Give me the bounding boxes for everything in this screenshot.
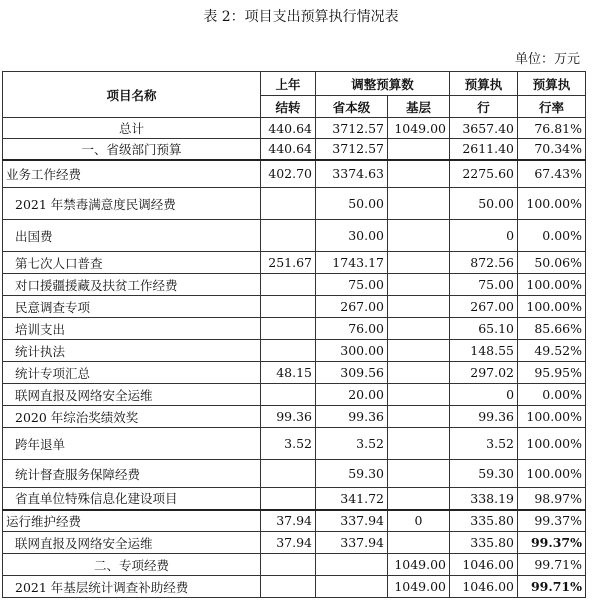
row-provincial: 99.36	[316, 406, 388, 428]
row-base	[388, 362, 450, 384]
row-rate: 100.00%	[518, 188, 586, 220]
row-provincial	[316, 554, 388, 576]
row-prev: 440.64	[261, 139, 316, 160]
row-exec: 2611.40	[450, 139, 518, 160]
row-base	[388, 318, 450, 340]
row-exec: 3.52	[450, 428, 518, 460]
row-base	[388, 139, 450, 160]
table-row	[3, 406, 586, 428]
row-name: 2021 年基层统计调查补助经费	[3, 576, 261, 598]
row-rate: 98.97%	[518, 488, 586, 510]
row-base	[388, 406, 450, 428]
table-row	[3, 362, 586, 384]
row-base	[388, 252, 450, 274]
row-rate: 67.43%	[518, 160, 586, 188]
row-name: 总计	[3, 118, 261, 139]
row-provincial	[316, 576, 388, 598]
row-exec: 267.00	[450, 296, 518, 318]
row-base	[388, 340, 450, 362]
row-provincial: 59.30	[316, 460, 388, 488]
row-provincial: 341.72	[316, 488, 388, 510]
header-rate-a: 预算执	[518, 72, 586, 96]
row-provincial: 309.56	[316, 362, 388, 384]
row-provincial: 3712.57	[316, 139, 388, 160]
row-provincial: 337.94	[316, 510, 388, 532]
table-row	[3, 340, 586, 362]
row-base	[388, 160, 450, 188]
header-base: 基层	[388, 96, 450, 118]
table-row	[3, 188, 586, 220]
row-provincial: 30.00	[316, 220, 388, 252]
table-row	[3, 296, 586, 318]
row-name: 统计专项汇总	[3, 362, 261, 384]
row-exec: 3657.40	[450, 118, 518, 139]
row-base	[388, 488, 450, 510]
table-row	[3, 252, 586, 274]
table-row	[3, 554, 586, 576]
row-name: 2020 年综治奖绩效奖	[3, 406, 261, 428]
row-prev	[261, 188, 316, 220]
row-base	[388, 274, 450, 296]
header-adjusted: 调整预算数	[316, 72, 450, 96]
row-name: 运行维护经费	[3, 510, 261, 532]
row-prev: 37.94	[261, 510, 316, 532]
row-rate: 100.00%	[518, 296, 586, 318]
row-prev	[261, 340, 316, 362]
row-exec: 1046.00	[450, 554, 518, 576]
row-base	[388, 384, 450, 406]
row-rate: 99.37%	[518, 510, 586, 532]
row-exec: 297.02	[450, 362, 518, 384]
row-exec: 338.19	[450, 488, 518, 510]
row-exec: 75.00	[450, 274, 518, 296]
row-exec: 0	[450, 220, 518, 252]
row-provincial: 75.00	[316, 274, 388, 296]
row-rate: 99.71%	[518, 554, 586, 576]
row-prev: 3.52	[261, 428, 316, 460]
row-rate: 49.52%	[518, 340, 586, 362]
row-prev	[261, 318, 316, 340]
row-rate: 100.00%	[518, 428, 586, 460]
header-provincial: 省本级	[316, 96, 388, 118]
row-exec: 872.56	[450, 252, 518, 274]
header-rate-b: 行率	[518, 96, 586, 118]
row-prev: 440.64	[261, 118, 316, 139]
row-base: 1049.00	[388, 576, 450, 598]
row-prev: 402.70	[261, 160, 316, 188]
row-name: 跨年退单	[3, 428, 261, 460]
row-prev: 48.15	[261, 362, 316, 384]
row-base: 1049.00	[388, 118, 450, 139]
row-name: 第七次人口普查	[3, 252, 261, 274]
row-provincial: 76.00	[316, 318, 388, 340]
row-exec: 99.36	[450, 406, 518, 428]
row-prev	[261, 554, 316, 576]
header-prev-a: 上年	[261, 72, 316, 96]
row-rate: 76.81%	[518, 118, 586, 139]
budget-table	[2, 71, 586, 598]
row-rate: 100.00%	[518, 406, 586, 428]
row-name: 二、专项经费	[3, 554, 261, 576]
row-prev: 37.94	[261, 532, 316, 554]
row-exec: 335.80	[450, 510, 518, 532]
header-prev-b: 结转	[261, 96, 316, 118]
row-rate: 85.66%	[518, 318, 586, 340]
row-provincial: 337.94	[316, 532, 388, 554]
header-exec-a: 预算执	[450, 72, 518, 96]
row-exec: 0	[450, 384, 518, 406]
row-name: 一、省级部门预算	[3, 139, 261, 160]
row-provincial: 3712.57	[316, 118, 388, 139]
table-row	[3, 428, 586, 460]
row-rate: 0.00%	[518, 220, 586, 252]
row-provincial: 20.00	[316, 384, 388, 406]
table-title: 表 2：项目支出预算执行情况表	[203, 9, 399, 25]
row-name: 统计执法	[3, 340, 261, 362]
table-row	[3, 576, 586, 598]
row-rate: 100.00%	[518, 460, 586, 488]
table-row	[3, 139, 586, 160]
row-base: 1049.00	[388, 554, 450, 576]
row-base	[388, 460, 450, 488]
row-exec: 148.55	[450, 340, 518, 362]
row-prev: 251.67	[261, 252, 316, 274]
row-provincial: 1743.17	[316, 252, 388, 274]
row-base	[388, 532, 450, 554]
row-provincial: 267.00	[316, 296, 388, 318]
table-row	[3, 532, 586, 554]
table-row	[3, 460, 586, 488]
row-exec: 50.00	[450, 188, 518, 220]
row-rate: 99.37%	[518, 532, 586, 554]
row-base: 0	[388, 510, 450, 532]
row-prev	[261, 296, 316, 318]
row-exec: 2275.60	[450, 160, 518, 188]
row-name: 联网直报及网络安全运维	[3, 532, 261, 554]
table-row	[3, 384, 586, 406]
row-base	[388, 428, 450, 460]
row-rate: 0.00%	[518, 384, 586, 406]
row-name: 省直单位特殊信息化建设项目	[3, 488, 261, 510]
row-base	[388, 188, 450, 220]
table-row	[3, 510, 586, 532]
row-exec: 335.80	[450, 532, 518, 554]
row-name: 2021 年禁毒满意度民调经费	[3, 188, 261, 220]
row-provincial: 3374.63	[316, 160, 388, 188]
table-row	[3, 318, 586, 340]
row-prev	[261, 220, 316, 252]
row-exec: 59.30	[450, 460, 518, 488]
row-name: 培训支出	[3, 318, 261, 340]
row-rate: 100.00%	[518, 274, 586, 296]
header-name: 项目名称	[3, 72, 261, 118]
row-prev	[261, 274, 316, 296]
table-row	[3, 118, 586, 139]
row-exec: 65.10	[450, 318, 518, 340]
table-row	[3, 160, 586, 188]
row-exec: 1046.00	[450, 576, 518, 598]
row-name: 联网直报及网络安全运维	[3, 384, 261, 406]
header-exec-b: 行	[450, 96, 518, 118]
table-row	[3, 274, 586, 296]
row-provincial: 300.00	[316, 340, 388, 362]
row-prev	[261, 576, 316, 598]
row-prev	[261, 460, 316, 488]
row-rate: 99.71%	[518, 576, 586, 598]
row-base	[388, 296, 450, 318]
row-prev	[261, 488, 316, 510]
row-name: 业务工作经费	[3, 160, 261, 188]
row-prev: 99.36	[261, 406, 316, 428]
row-name: 对口援疆援藏及扶贫工作经费	[3, 274, 261, 296]
row-prev	[261, 384, 316, 406]
row-name: 民意调查专项	[3, 296, 261, 318]
row-rate: 50.06%	[518, 252, 586, 274]
unit-label: 单位：万元	[514, 52, 580, 67]
row-name: 统计督查服务保障经费	[3, 460, 261, 488]
row-rate: 95.95%	[518, 362, 586, 384]
row-provincial: 50.00	[316, 188, 388, 220]
row-base	[388, 220, 450, 252]
table-row	[3, 220, 586, 252]
row-rate: 70.34%	[518, 139, 586, 160]
table-row	[3, 488, 586, 510]
row-name: 出国费	[3, 220, 261, 252]
row-provincial: 3.52	[316, 428, 388, 460]
